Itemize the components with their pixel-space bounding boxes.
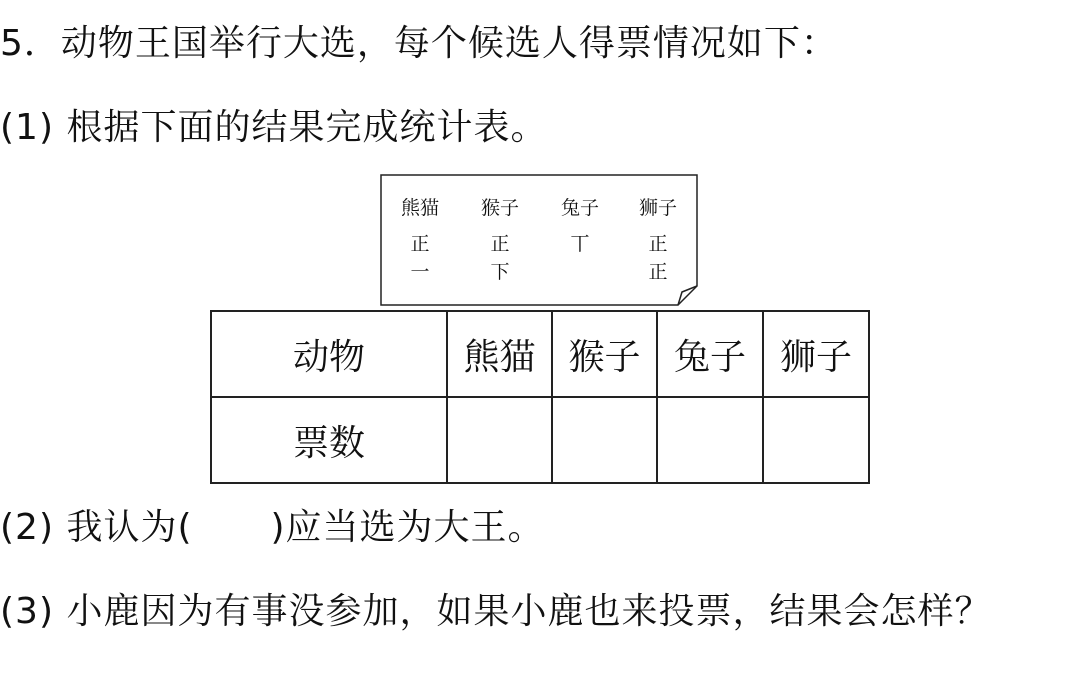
tally-marks-row2: 下: [490, 261, 510, 283]
part2-suffix: )应当选为大王。: [270, 507, 545, 548]
tally-column-monkey: [462, 190, 538, 290]
question-part-2: [0, 506, 545, 550]
tally-marks-row1: 丅: [570, 233, 590, 255]
question-title: 5．动物王国举行大选，每个候选人得票情况如下：: [0, 23, 838, 64]
part2-prefix: (2) 我认为(: [0, 507, 193, 548]
tally-name: 兔子: [560, 197, 599, 219]
tally-column-panda: [382, 190, 458, 290]
tally-note-card: [380, 174, 698, 306]
tally-marks-row1: 正: [648, 233, 668, 255]
question-part-3: (3) 小鹿因为有事没参加，如果小鹿也来投票，结果会怎样？: [0, 591, 992, 632]
tally-name: 狮子: [638, 197, 677, 219]
animal-cell-lion: 狮子: [763, 311, 869, 397]
animal-cell-monkey: 猴子: [552, 311, 657, 397]
votes-cell-panda[interactable]: [447, 397, 552, 483]
tally-column-rabbit: [542, 190, 618, 254]
statistics-table: [210, 310, 870, 484]
tally-marks-row2: 正: [648, 261, 668, 283]
header-label-cell: 动物: [211, 311, 447, 397]
votes-cell-rabbit[interactable]: [657, 397, 763, 483]
tally-name: 猴子: [480, 197, 519, 219]
tally-marks-row1: 正: [490, 233, 510, 255]
animal-cell-panda: 熊猫: [447, 311, 552, 397]
tally-name: 熊猫: [400, 197, 439, 219]
votes-cell-monkey[interactable]: [552, 397, 657, 483]
votes-cell-lion[interactable]: [763, 397, 869, 483]
animal-cell-rabbit: 兔子: [657, 311, 763, 397]
tally-marks-row1: 正: [410, 233, 430, 255]
question-part-1: (1) 根据下面的结果完成统计表。: [0, 107, 548, 148]
votes-label-cell: 票数: [211, 397, 447, 483]
tally-column-lion: [620, 190, 696, 290]
tally-marks-row2: 一: [410, 261, 430, 283]
table-votes-row: [211, 397, 869, 483]
table-header-row: [211, 311, 869, 397]
